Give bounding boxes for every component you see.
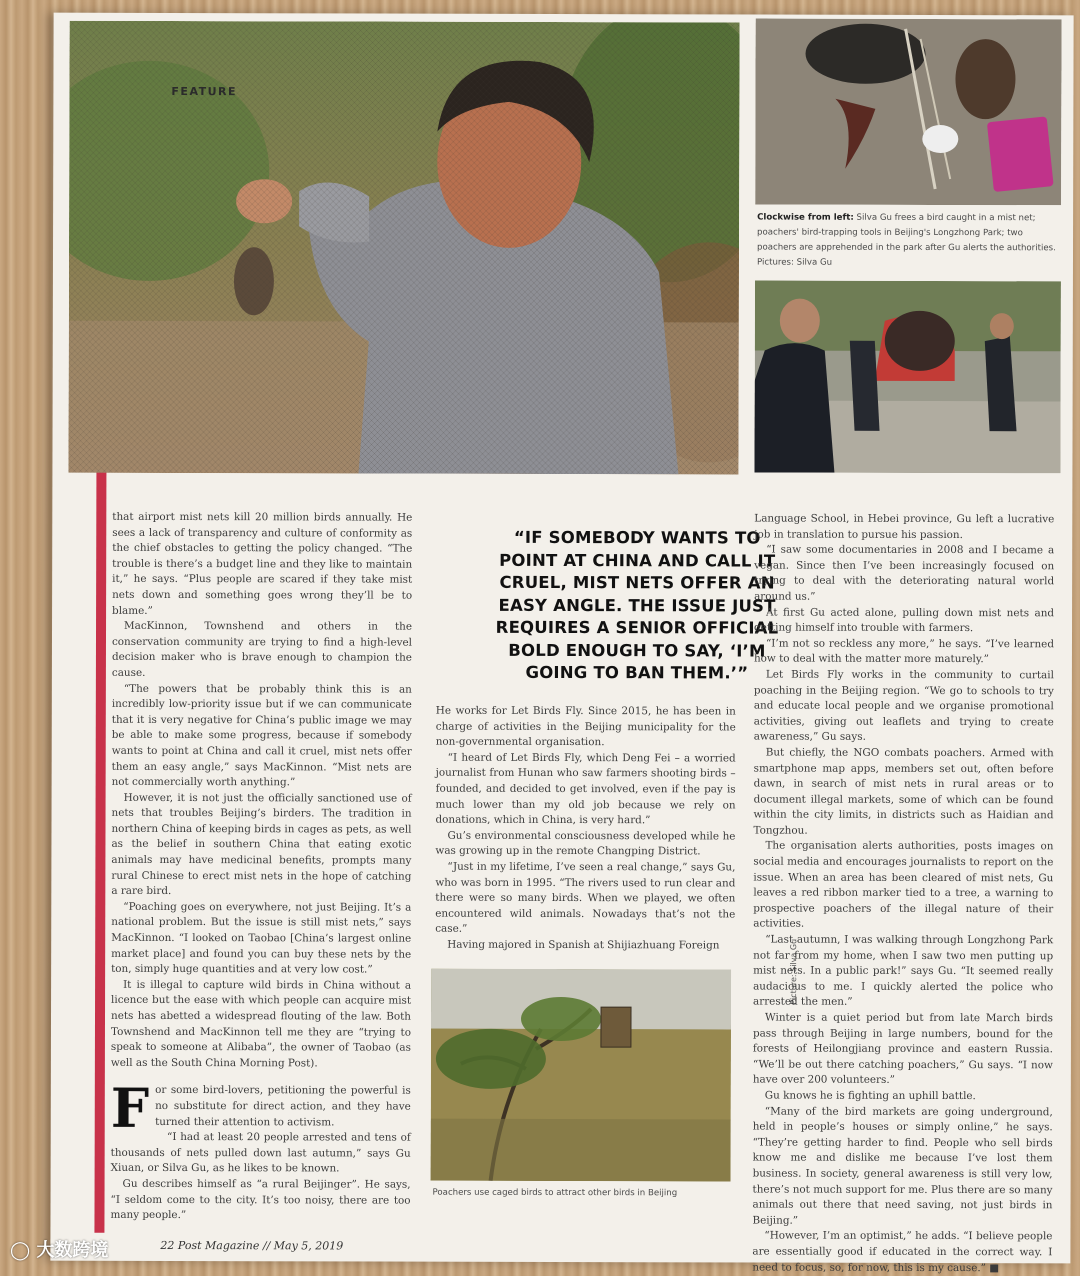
- paragraph: The organisation alerts authorities, posts images on social media and encourages journalists to report on the issue. When an area has been cleared of mist nets, Gu leaves a red ribbon marker tied to a tree, a warning to prospective poachers of the illegal nature of their activities.: [753, 840, 1054, 931]
- paragraph: At first Gu acted alone, pulling down mist nets and getting himself into trouble with farmers.: [754, 606, 1055, 635]
- paragraph-dropcap: [110, 1076, 411, 1141]
- cage-photo: [431, 969, 732, 1182]
- article-column-2: [435, 704, 736, 954]
- paragraph: “Last autumn, I was walking through Longzhong Park not far from my home, when I saw two men putting up mist nets. In a public park!” says Gu. “It seemed really audacious to me. I quickly alerted the police who arrested the men.”: [753, 933, 1054, 1009]
- watermark-text: 大数跨境: [36, 1240, 109, 1261]
- paragraph: MacKinnon, Townshend and others in the conservation community are trying to find a high-level decision maker who is brave enough to champion the cause.: [111, 620, 413, 679]
- paragraph: “I saw some documentaries in 2008 and I became a vegan. Since then I’ve been increasingly focused on trying to deal with the deteriorating natural world around us.”: [754, 543, 1055, 603]
- paragraph: “I had at least 20 people arrested and tens of thousands of nets pulled down last autumn,” says Gu Xiuan, or Silva Gu, as he likes to be known.: [110, 1131, 411, 1175]
- paragraph: However, it is not just the officially sanctioned use of nets that troubles Beijing’s birders. The tradition in northern China of keeping birds in cages as pets, as well as the belief in southern China that eating exotic animals may have medicinal benefits, prompts many rural Chinese to erect mist nets in the hope of catching a rare bird.: [111, 791, 412, 898]
- paragraph: Language School, in Hebei province, Gu left a lucrative job in translation to pursue his passion.: [754, 512, 1055, 541]
- magazine-page: [50, 13, 1073, 1274]
- paragraph-text: or some bird-lovers, petitioning the powerful is no substitute for direct action, and they have turned their attention to activism.: [155, 1084, 411, 1128]
- paragraph: But chiefly, the NGO combats poachers. Armed with smartphone map apps, members set out, often before dawn, in search of mist nets in rural areas or to document illegal markets, some of which can be found within the city limits, in districts such as Haidian and Tongzhou.: [753, 746, 1054, 837]
- section-label: FEATURE: [171, 84, 238, 99]
- paragraph: Gu describes himself as “a rural Beijinger”. He says, “I seldom come to the city. It’s too noisy, there are too many people.”: [110, 1177, 411, 1222]
- paragraph: He works for Let Birds Fly. Since 2015, he has been in charge of activities in the Beijing municipality for the non-governmental organisation.: [435, 704, 736, 749]
- caption-lead: Clockwise from left:: [757, 212, 854, 223]
- paragraph: Winter is a quiet period but from late March birds pass through Beijing in large numbers, bound for the forests of Heilongjiang province and eastern Russia. “We’ll be out there catching poachers,” Gu says. “I now have over 200 volunteers.”: [752, 1011, 1054, 1087]
- caption-text: Silva Gu frees a bird caught in a mist net; poachers' bird-trapping tools in Beijing's Longzhong Park; two poachers are apprehended in the park after Gu alerts the authorities. Pictures: Silva Gu: [756, 212, 1056, 268]
- paragraph: Gu knows he is fighting an uphill battle.: [764, 1089, 976, 1103]
- paragraph: “I heard of Let Birds Fly, which Deng Fei – a worried journalist from Hunan who saw farmers shooting birds – founded, and decided to get involved, even if the pay is much lower than my old job because we rely on donations, which in China, is very hard.”: [435, 751, 736, 827]
- cage-photo-image: [431, 969, 732, 1182]
- main-photo: [68, 21, 739, 475]
- main-photo-image: [68, 21, 739, 475]
- arrest-photo: [754, 281, 1061, 474]
- paragraph: “Many of the bird markets are going underground, held in people’s houses or simply online,” he says. “They’re getting harder to find. People who sell birds know me and dislike me because I’ve lost them business. In society, general awareness is still very low, there’s not much support for me. Plus there are so many animals out there that need saving, not just birds in Beijing.”: [752, 1105, 1053, 1227]
- paragraph: It is illegal to capture wild birds in China without a licence but the ease with which people can acquire mist nets has abetted a widespread flouting of the law. Both Townshend and MacKinnon tell me they are “trying to speak to someone at Alibaba”, the owner of Taobao (as well as the South China Morning Post).: [110, 978, 412, 1070]
- paragraph: “However, I’m an optimist,” he adds. “I believe people are essentially good if educated in the correct way. I need to focus, so, for now, this is my cause.” ■: [752, 1229, 1053, 1274]
- article-column-3: [752, 512, 1054, 1276]
- photo-caption-top: [757, 211, 1057, 272]
- paragraph: Gu’s environmental consciousness developed while he was growing up in the remote Changping District.: [435, 829, 736, 858]
- site-watermark: [10, 1236, 108, 1262]
- arrest-photo-image: [754, 281, 1061, 474]
- paragraph: that airport mist nets kill 20 million birds annually. He sees a lack of transparency and culture of conformity as the chief obstacles to getting the policy changed. “The trouble is there’s a budget line and they like to maintain it,” he says. “Plus people are scared if they take mist nets down and something goes wrong they’ll be to blame.”: [112, 510, 413, 617]
- page-footer: 22 Post Magazine // May 5, 2019: [160, 1238, 344, 1253]
- dropcap-letter: F: [110, 1076, 150, 1141]
- paragraph: “Poaching goes on everywhere, not just Beijing. It’s a national problem. But the issue is still mist nets,” says MacKinnon. “I looked on Taobao [China’s largest online market place] and found you can buy these nets by the ton, simply huge quantities and at very low cost.”: [111, 900, 412, 976]
- pull-quote: “IF SOMEBODY WANTS TO POINT AT CHINA AND CALL IT CRUEL, MIST NETS OFFER AN EASY ANGLE. THE ISSUE JUST REQUIRES A SENIOR OFFICIAL BOLD ENOUGH TO SAY, ‘I’M GOING TO BAN THEM.’”: [495, 527, 779, 683]
- photo-credit: Picture: Silva Gu: [789, 938, 799, 1005]
- paragraph: “I’m not so reckless any more,” he says. “I’ve learned how to deal with the matter more maturely.”: [753, 637, 1055, 666]
- paragraph: “Just in my lifetime, I’ve seen a real change,” says Gu, who was born in 1995. “The rivers used to run clear and there were so many birds. When we played, we often encountered wild animals. Nowadays that’s not the case.”: [435, 860, 736, 936]
- tools-photo: [755, 19, 1061, 206]
- tools-photo-image: [755, 19, 1061, 206]
- photo-caption-bottom: Poachers use caged birds to attract other birds in Beijing: [432, 1187, 678, 1199]
- paragraph: “The powers that be probably think this is an incredibly low-priority issue but if we can communicate that it is very negative for China’s public image we may be able to make some progress, because if somebody wants to point at China and call it cruel, mist nets offer them an easy angle,” says MacKinnon. “Mist nets are not commercially worth anything.”: [111, 682, 412, 789]
- paragraph: Having majored in Spanish at Shijiazhuang Foreign: [447, 938, 720, 952]
- watermark-logo-icon: ◯: [10, 1240, 31, 1261]
- paragraph: Let Birds Fly works in the community to curtail poaching in the Beijing region. “We go to schools to try and educate local people and we organise promotional activities, giving out leaflets and trying to create awareness,” Gu says.: [753, 668, 1054, 744]
- article-column-1: [110, 510, 412, 1225]
